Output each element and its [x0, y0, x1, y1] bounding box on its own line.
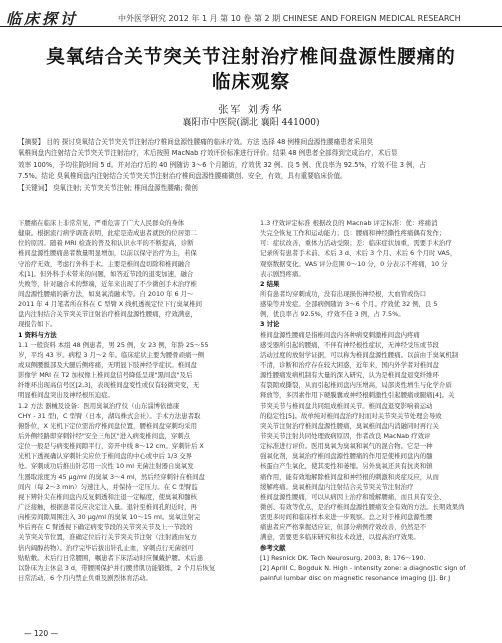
section-heading: 3 讨论	[260, 320, 280, 329]
body-text-line: 活动过度的放射学证据，可以称为椎间盘源性腰痛。以前由于臭氧机制	[260, 350, 459, 359]
body-text-line: painful lumbar disc on magnetic resonance imaging [J]. Br J	[260, 573, 451, 582]
body-text-line: 记录所有患者手术前、术后 3 d、术后 3 个月、术后 6 个月时 VAS，	[260, 249, 457, 258]
body-text-line: 感染等并发症。全部病例随访 3～6 个月。疗效优 32 例，良 5	[260, 300, 438, 309]
body-text-line: 观察数据变化。VAS 评分范围 0～10 分，0 分表示不疼痛，10 分	[260, 259, 448, 268]
authors: 张军 刘秀华	[218, 105, 284, 116]
body-text-line: 定标准进行评价。医用臭氧为臭氧和氧气的混合物。它是一种	[260, 442, 433, 451]
body-text-line: 俯卧位，X 光机下定位需治疗椎间盘位置，腰椎间盘穿刺均采用	[18, 421, 197, 430]
body-text-line: 缓解疼痛。臭氧椎间盘内注射结合关节突关节注射治疗	[260, 482, 414, 491]
body-text-line: 1.1 一般资料 本组 48 例患者，男 25 例，女 23 例，年龄 25～55	[18, 340, 209, 349]
article-title-line-1: 臭氧结合关节突关节注射治疗椎间盘源性腰痛的	[46, 47, 456, 68]
body-text-line: 后外侧经路即穿刺针经"安全三角区"进入病变椎间盘，穿刺点	[18, 431, 191, 440]
body-text-line: 感受器所引起的腰痛，不伴有神经根性症状，无神经受压或节段	[260, 340, 439, 349]
body-text-line: 痛患者应严格掌握适应证，但部分病例疗效改善，仍然是不	[260, 523, 427, 532]
abstract-line: 效率 100%，予均住院时间 5 d。并对治疗后的 40 例随访 3～6 个月随访，疗效优 32 例、良 5 例、优良率为 92.5%，疗效不佳 3 例，占	[18, 160, 426, 169]
page-number: — 120 —	[24, 629, 59, 638]
body-text-line: 椎间盘源性腰痛患者数量明显增加，以前以保守治疗为主，若保	[18, 249, 197, 258]
body-text-line: 2011 年 4 月笔者所在科在 C 型臂 X 线机透视定位下行臭氧椎间	[18, 300, 202, 309]
section-name: 临床探讨	[6, 10, 79, 28]
body-text-line: 日常活动，6 个月内禁止负重及剧烈体育活动。	[18, 573, 152, 582]
body-text-line: 光机下透视确认穿刺针尖应位于椎间盘的中心或中后 1/3 交界	[18, 452, 193, 461]
keywords-line: 【关键词】 臭氧注射; 关节突关节注射; 椎间盘源性腰痛; 微创	[18, 183, 198, 192]
affiliation: 襄阳市中医院(湖北 襄阳 441000)	[182, 118, 320, 128]
body-text-line: 可：症状改善，重体力活动受限；差：临床症状加重，需要手术治疗	[260, 239, 452, 248]
body-text-line: 以卧床为主休息 3 d，带腰围保护并行腰背肌功能锻炼，2 个月后恢复	[18, 563, 216, 572]
body-text-line: 痛作用，能有效地解除椎间盘和神经根的刺激和炎症反应，从而	[260, 472, 439, 481]
body-text-line: 定位一般是与病变椎间隙平行，旁开中线 8～12 cm。穿刺针后 X	[18, 442, 204, 451]
body-text-line: [1] Resnick DK. Tech Neurosurg, 2003, 8: 176～190.	[260, 553, 426, 562]
body-text-line: 向椎旁间隙周围注入 30 μg/ml 的臭氧 10～15 ml。臭氧注射完	[18, 513, 201, 522]
body-text-line: 突关节注射治疗椎间盘源性腰痛，臭氧椎间盘内消融同时再行关	[260, 421, 439, 430]
body-text-line: 间盘源性腰痛的新方法，如臭氧消融术等。自 2010 年 6 月～	[18, 289, 194, 298]
abstract-line: 【摘要】 目的 探讨臭氧结合关节突关节注射治疗椎间盘源性腰痛的临床疗效。方法 选择 48 例椎间盘源性腰痛患者采用臭	[18, 138, 374, 146]
body-text-line: 贴贴敷。术后行日常腰围，嘱患者下床活动时应佩戴护腰。术后患	[18, 553, 204, 562]
body-text-line: 椎间盘源性腰痛是指椎间盘内各种病变刺激椎间盘内疼痛	[260, 330, 420, 339]
body-text-line: 关节突关节位置，准确定位后行关节突关节注射（注射液由复方	[18, 533, 197, 542]
body-text-line: CHY - 31 型)，C 型臂（日本，湖岛株式会社）。手术方法患者取	[18, 411, 201, 420]
body-text-line: 释放等，多因素作用下硬膜囊或神经根刺激性引起腰痛或腿痛[4]。关	[260, 391, 455, 400]
body-text-line: 椎间盘源性腰痛，可以从病因上治疗和缓解腰痛，而且具有安全、	[260, 492, 446, 501]
body-text-line: 节突关节注射共同处理致病原因，作者改良 MacNab 疗效评	[260, 431, 431, 440]
body-text-line: 例，优良率占 92.5%，疗效不佳 3 例，占 7.5%。	[260, 310, 405, 319]
body-text-line: 视下辨针尖在椎间盘内反复刺透和注退一定幅度，使臭氧和髓核	[18, 492, 197, 501]
body-text-line: 纤维环出现高信号区[2,3]，表现椎间盘变性或仅有轻微突变，无	[18, 381, 200, 390]
body-text-line: 处。穿刺成功后推出针芯用一次性 10 ml 无菌注射器自臭氧发	[18, 462, 194, 471]
body-text-line: 倍内阔醇药物）。治疗完毕后拔出针孔止血，穿刺点行无菌创可	[18, 543, 194, 552]
section-heading: 2 结果	[260, 279, 280, 288]
body-text-line: 盘内注射结合关节突关节注射治疗椎间盘源性腰痛，疗效满意，	[18, 310, 197, 319]
body-text-line: 1.2 方法 器械及设备：医用臭氧治疗仪（山东淄博依德康	[18, 401, 180, 410]
body-text-line: 影像学 MRI 在 T2 加权像上椎间盘信号降低呈现"黑间盘"及后	[18, 371, 193, 380]
body-text-line: 或双侧腰骶部及大腿后侧疼痛，无明显下肢神经学症状。椎间盘	[18, 360, 197, 369]
body-text-line: 需更多时间和临床样本来进一步观察。总之对于椎间盘源性腰	[260, 513, 433, 522]
body-text-line: 微创、有效等优点，是治疗椎间盘源性腰痛安全有效的方法。长期效果尚	[260, 502, 465, 511]
body-text-line: 现报告如下。	[18, 320, 57, 329]
body-text-line: 有裂隙或撕裂，从而引起椎间盘内压增高，局部炎性增生与化学介质	[260, 381, 452, 390]
body-text-line: 节突关节与椎间盘共同组成椎间关节。椎间盘退变影响着运动	[260, 401, 433, 410]
body-text-line: 核蛋白产生氧化，使其变性和萎缩。另外臭氧还具有抗炎和镇	[260, 462, 433, 471]
body-text-line: 明显椎间盘突出及神经根压迫症。	[18, 391, 114, 400]
body-text-line: 失完全恢复工作和运动能力；良：腰痛和神经撕性疼痛偶有发作；	[260, 229, 446, 238]
body-text-line: 广泛接触，根据患者反应决定注入量。退针至椎间孔附近时，再	[18, 502, 197, 511]
article-title-line-2: 临床观察	[211, 72, 290, 93]
left-column	[18, 218, 250, 583]
journal-header	[0, 0, 502, 27]
body-text-line: 1.3 疗效评定标准 根据改良的 Macnab 评定标准：优：疼痛消	[260, 219, 438, 227]
body-text-line: 满意，需要更多临床研究和技术改进，以提高治疗效果。	[260, 533, 420, 542]
body-text-line: 间内（每 2～3 min）匀速注入，并保持一定压力。在 C 型臂监	[18, 482, 198, 491]
body-text-line: 的稳定性[5]。故单纯对椎间盘治疗时而对关节突关节处理会导致	[260, 411, 442, 420]
body-text-line: 健康。根据流行病学调查表明，此症是造成患者就医的位居第二	[18, 229, 197, 238]
body-text-line: 失败等，针对融合术的弊端，近年来出现了不少微创手术治疗椎	[18, 279, 197, 288]
section-heading: 1 资料与方法	[18, 330, 57, 339]
journal-info: 中外医学研究 2012 年 1 月 第 10 卷 第 2 期 CHINESE AND FOREIGN MEDICAL RESEARCH	[118, 14, 461, 23]
section-heading: 参考文献	[260, 543, 286, 552]
body-text-line: 表示剧烈疼痛。	[260, 269, 305, 278]
abstract-line: 7.5%。结论 臭氧椎间盘内注射结合关节突关节注射治疗椎间盘源性腰痛微创、安全，有效，具有重要临床价值。	[18, 172, 347, 181]
body-text-line: 岁，平均 43 岁。病程 3 月～2 年。临床症状主要为腰骨顽痛一侧	[18, 350, 205, 359]
abstract	[18, 137, 484, 194]
body-text-line: [2] Aprill C, Bogduk N. High - intensity zone: a diagnostic sign of	[260, 563, 466, 572]
body-text-line: 术[1]。但外科手术带来的问题，如答近节段的退变加速，融合	[18, 269, 194, 278]
right-column	[260, 218, 492, 583]
body-text-line: 源性腰痛发病机制有大量的深入研究，认为是椎间盘退变纤维环	[260, 371, 439, 380]
body-text-line: 位的原因。随着 MRI 检查的普及和认识水平的不断提高，诊断	[18, 239, 194, 248]
body-text-line: 所有患者均穿刺成功，没有出现损伤神经根，大血管或伤口	[260, 289, 427, 298]
abstract-line: 氧椎间盘内注射结合关节突关节注射治疗，术后按照 MacNab 疗效评价标准进行评价。结果 48 例患者全部得到完成治疗，术后显	[18, 149, 398, 158]
body-text-line: 守治疗无效，考虑行外科手术。主要是椎间盘切除和椎间融合	[18, 259, 191, 268]
body-text-line: 强氧化剂，臭氧治疗椎间盘源性腰痛的作用是使椎间盘内的髓	[260, 452, 433, 461]
body-text-line: 下腰痛在临床上非常常见，严重危害了广大人民群众的身体	[18, 219, 185, 227]
body-text-line: 生器取浓度为 45 μg/ml 的臭氧 3～4 ml，然后经穿刺针在椎间盘	[18, 472, 205, 481]
body-text-line: 毕后再在 C 臂透视下确定病变节段的关节突关节及上一节段的	[18, 523, 193, 532]
body-text-line: 不清，诊断和治疗存在较大困惑，近年来，国内外学者对椎间盘	[260, 360, 439, 369]
